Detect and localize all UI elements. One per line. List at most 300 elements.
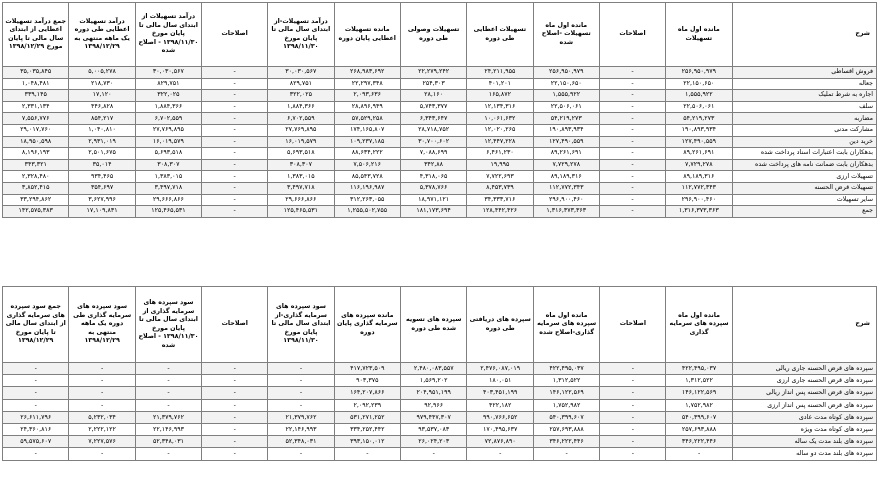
header-cell: اصلاحات: [600, 3, 666, 67]
value-cell: ۴۱۷,۷۲۳,۵۰۹: [334, 363, 400, 375]
table-row: [3, 423, 877, 435]
value-cell: -: [3, 448, 69, 460]
value-cell: ۱۷۰,۴۹۵,۶۳۷: [467, 423, 533, 435]
value-cell: -: [135, 387, 201, 399]
table-row: [3, 67, 877, 79]
value-cell: -: [268, 387, 334, 399]
value-cell: ۹۰۳,۳۷۵: [334, 375, 400, 387]
value-cell: ۳۳۴,۲۵۲,۴۴۲: [334, 423, 400, 435]
value-cell: ۵۴۰,۳۹۹,۶۰۷: [533, 411, 599, 423]
value-cell: ۲۱,۳۷۹,۷۶۲: [268, 411, 334, 423]
value-cell: ۲۵۴,۳۰۳: [400, 78, 466, 90]
value-cell: ۲۵۶,۹۵۰,۹۷۹: [533, 67, 599, 79]
value-cell: -: [135, 363, 201, 375]
row-label: بدهکاران بابت اعتبارات اسناد پرداخت شده: [732, 148, 876, 160]
value-cell: ۳۱۲,۲۶۳,۰۵۵: [334, 194, 400, 206]
value-cell: ۱,۲۵۵,۵۰۲,۷۵۵: [334, 206, 400, 218]
value-cell: ۲۲,۱۵۰,۶۵۰: [533, 78, 599, 90]
value-cell: ۱,۷۵۲,۹۸۲: [666, 399, 732, 411]
value-cell: ۳,۶۲۷,۹۹۶: [69, 194, 135, 206]
value-cell: ۲۲,۲۷۹,۲۴۲: [400, 67, 466, 79]
value-cell: -: [202, 159, 268, 171]
value-cell: ۱۹۰,۸۹۳,۹۳۴: [666, 124, 732, 136]
value-cell: ۱۱۲,۷۷۲,۳۴۳: [533, 182, 599, 194]
value-cell: ۸,۴۵۳,۷۳۹: [467, 182, 533, 194]
value-cell: ۱۲۸,۴۴۲,۴۲۶: [467, 206, 533, 218]
value-cell: ۳,۸۵۲,۴۱۵: [3, 182, 69, 194]
value-cell: -: [202, 101, 268, 113]
value-cell: ۱۷,۱۰۹,۸۳۱: [69, 206, 135, 218]
value-cell: ۱,۵۵۵,۹۲۲: [533, 90, 599, 102]
value-cell: ۴۰۱,۲۰۱: [467, 78, 533, 90]
header-cell: مانده اول ماه سپرده های سرمایه گذاری: [666, 287, 732, 363]
value-cell: ۱,۸۸۴,۳۶۶: [135, 101, 201, 113]
value-cell: -: [202, 363, 268, 375]
table-row: [3, 148, 877, 160]
value-cell: ۶,۷۰۲,۵۵۹: [268, 113, 334, 125]
header-cell: سپرده های تسویه شده طی دوره: [401, 287, 467, 363]
row-label: جمع: [732, 206, 876, 218]
value-cell: ۳۰,۰۳۰,۵۶۷: [268, 67, 334, 79]
value-cell: -: [202, 194, 268, 206]
value-cell: ۳۵,۰۳۵,۸۴۵: [3, 67, 69, 79]
value-cell: ۲۹,۶۶۶,۸۶۶: [135, 194, 201, 206]
value-cell: ۲۴,۳۶۰,۸۱۶: [3, 423, 69, 435]
value-cell: ۱,۰۴۰,۸۱۰: [69, 124, 135, 136]
header-cell: اصلاحات: [202, 287, 268, 363]
value-cell: ۷,۰۸۸,۶۹۹: [400, 148, 466, 160]
header-cell: تسهیلات وصولی طی دوره: [400, 3, 466, 67]
value-cell: ۲,۰۹۳,۶۳۶: [334, 90, 400, 102]
value-cell: -: [600, 182, 666, 194]
value-cell: ۳۵,۰۱۴: [69, 159, 135, 171]
value-cell: ۹۹۰,۷۶۶,۶۵۲: [467, 411, 533, 423]
table-row: [3, 206, 877, 218]
value-cell: ۲۹,۶۶۶,۸۶۶: [268, 194, 334, 206]
value-cell: ۱,۵۶۹,۲۰۲: [401, 375, 467, 387]
row-label: سپرده های کوتاه مدت عادی: [732, 411, 876, 423]
table-row: [3, 448, 877, 460]
value-cell: ۱۰۹,۲۳۷,۱۸۵: [334, 136, 400, 148]
value-cell: ۵۷,۵۲۹,۲۵۸: [334, 113, 400, 125]
value-cell: ۸۵,۵۴۳,۷۲۸: [334, 171, 400, 183]
value-cell: -: [600, 448, 666, 460]
value-cell: ۲۱۸,۷۳۰: [69, 78, 135, 90]
deposits-body: [3, 363, 877, 461]
row-label: سلف: [732, 101, 876, 113]
row-label: سپرده های کوتاه مدت ویژه: [732, 423, 876, 435]
value-cell: -: [69, 387, 135, 399]
row-label: مضاربه: [732, 113, 876, 125]
value-cell: -: [268, 375, 334, 387]
value-cell: ۳,۴۹۷,۷۱۸: [135, 182, 201, 194]
table-row: [3, 182, 877, 194]
value-cell: ۱۴۶,۱۲۲,۵۶۹: [533, 387, 599, 399]
value-cell: -: [600, 90, 666, 102]
value-cell: ۲۸,۷۱۸,۷۵۲: [400, 124, 466, 136]
value-cell: -: [600, 113, 666, 125]
value-cell: ۳۴,۳۳۳,۷۱۶: [467, 194, 533, 206]
value-cell: ۲,۲۲۲,۱۲۲: [69, 423, 135, 435]
value-cell: ۲۹,۰۱۷,۷۶۰: [3, 124, 69, 136]
header-cell: درآمد تسهیلات از ابتدای سال مالی تا پایان مورخ ۱۳۹۸/۱۱/۳۰ - اصلاح شده: [135, 3, 201, 67]
value-cell: ۴,۳۱۸,۰۶۵: [400, 171, 466, 183]
value-cell: -: [202, 182, 268, 194]
value-cell: -: [202, 136, 268, 148]
value-cell: -: [69, 375, 135, 387]
value-cell: ۱۲,۱۳۴,۳۱۶: [467, 101, 533, 113]
value-cell: ۲,۳۳۱,۱۳۴: [3, 101, 69, 113]
row-label: سپرده های قرض الحسنه جاری ریالی: [732, 363, 876, 375]
value-cell: ۱۲,۴۴۷,۲۲۸: [467, 136, 533, 148]
value-cell: -: [600, 206, 666, 218]
value-cell: ۱۲۷,۴۹۰,۵۵۹: [666, 136, 732, 148]
value-cell: ۹۲,۹۶۶: [401, 399, 467, 411]
value-cell: ۲۶,۰۲۴,۲۰۳: [401, 436, 467, 448]
value-cell: ۲,۹۳۱,۰۱۹: [69, 136, 135, 148]
header-cell: تسهیلات اعطایی طی دوره: [467, 3, 533, 67]
header-cell: سود سپرده های سرمایه گذاری طی دوره یک ماهه منتهی به ۱۳۹۸/۱۲/۲۹: [69, 287, 135, 363]
value-cell: ۸۹,۱۸۹,۳۱۶: [533, 171, 599, 183]
value-cell: -: [135, 399, 201, 411]
value-cell: ۷,۷۲۲,۶۹۳: [467, 171, 533, 183]
deposits-table: [2, 286, 877, 461]
header-cell: شرح: [732, 3, 876, 67]
value-cell: -: [268, 399, 334, 411]
value-cell: -: [600, 136, 666, 148]
value-cell: ۲,۰۹۲,۲۳۹: [334, 399, 400, 411]
value-cell: ۲۵۶,۹۵۰,۹۷۹: [666, 67, 732, 79]
value-cell: ۲۲,۵۰۶,۰۶۱: [666, 101, 732, 113]
value-cell: ۲,۴۸۰,۰۸۳,۵۵۷: [401, 363, 467, 375]
value-cell: ۱,۳۱۲,۵۲۲: [533, 375, 599, 387]
value-cell: -: [600, 363, 666, 375]
value-cell: ۱۶,۰۱۹,۵۷۹: [135, 136, 201, 148]
value-cell: ۵۴,۲۱۹,۲۷۳: [533, 113, 599, 125]
row-label: سپرده های بلند مدت یک ساله: [732, 436, 876, 448]
value-cell: ۱,۷۵۲,۹۸۲: [533, 399, 599, 411]
value-cell: ۷,۷۲۹,۲۷۸: [666, 159, 732, 171]
table-row: [3, 101, 877, 113]
value-cell: ۸۲۹,۷۵۱: [268, 78, 334, 90]
value-cell: ۴۰۳,۴۵۱,۱۹۹: [467, 387, 533, 399]
header-cell: درآمد تسهیلات-از ابتدای سال مالی تا پایان مورخ ۱۳۹۸/۱۱/۳۰: [268, 3, 334, 67]
value-cell: ۱۲۵,۴۶۵,۵۳۱: [135, 206, 201, 218]
value-cell: ۱,۵۵۵,۹۲۲: [666, 90, 732, 102]
header-cell: سپرده های دریافتی طی دوره: [467, 287, 533, 363]
value-cell: ۷۲,۸۷۶,۸۹۰: [467, 436, 533, 448]
value-cell: ۱۴۶,۱۲۲,۵۶۹: [666, 387, 732, 399]
value-cell: -: [202, 90, 268, 102]
value-cell: ۲۲,۵۰۶,۰۶۱: [533, 101, 599, 113]
value-cell: ۵,۰۰۵,۲۷۸: [69, 67, 135, 79]
value-cell: ۷,۵۵۶,۷۷۶: [3, 113, 69, 125]
value-cell: ۲۸,۱۶۰: [400, 90, 466, 102]
value-cell: -: [600, 101, 666, 113]
value-cell: -: [600, 411, 666, 423]
facilities-header-row: [3, 3, 877, 67]
table-row: [3, 124, 877, 136]
value-cell: ۲۲,۱۴۶,۹۹۳: [268, 423, 334, 435]
value-cell: ۳۴۲,۸۸: [400, 159, 466, 171]
value-cell: ۱۸۰,۰۵۱: [467, 375, 533, 387]
value-cell: -: [202, 375, 268, 387]
table-row: [3, 363, 877, 375]
value-cell: -: [202, 67, 268, 79]
value-cell: ۱,۳۱۶,۳۷۳,۳۶۳: [533, 206, 599, 218]
value-cell: ۲۱,۳۷۹,۷۶۲: [135, 411, 201, 423]
value-cell: ۸۹,۱۸۹,۳۱۶: [666, 171, 732, 183]
value-cell: -: [467, 448, 533, 460]
value-cell: ۲۲,۲۹۷,۳۴۸: [334, 78, 400, 90]
value-cell: -: [202, 124, 268, 136]
value-cell: ۷,۵۰۶,۲۱۶: [334, 159, 400, 171]
row-label: سپرده های قرض الحسنه پس انداز ارزی: [732, 399, 876, 411]
header-cell: سود سپرده های سرمایه گذاری-از ابتدای سال مالی تا پایان مورخ ۱۳۹۸/۱۱/۳۰: [268, 287, 334, 363]
value-cell: -: [600, 375, 666, 387]
value-cell: ۵۳۱,۲۷۱,۲۵۲: [334, 411, 400, 423]
table-row: [3, 78, 877, 90]
value-cell: ۲۴,۲۱۱,۹۵۵: [467, 67, 533, 79]
value-cell: ۵,۶۹۳,۵۱۸: [135, 148, 201, 160]
value-cell: ۱۲۷,۴۹۰,۵۵۹: [533, 136, 599, 148]
value-cell: ۱۴۲,۵۷۵,۳۸۳: [3, 206, 69, 218]
value-cell: ۳۲۲,۰۲۵: [135, 90, 201, 102]
value-cell: -: [202, 113, 268, 125]
value-cell: ۷,۷۲۹,۲۷۸: [533, 159, 599, 171]
value-cell: ۸۸,۶۳۴,۲۲۲: [334, 148, 400, 160]
value-cell: -: [268, 363, 334, 375]
table-row: [3, 159, 877, 171]
value-cell: ۱۷,۱۲۰: [69, 90, 135, 102]
value-cell: -: [3, 399, 69, 411]
row-label: سپرده های قرض الحسنه جاری ارزی: [732, 375, 876, 387]
value-cell: ۴۲۲,۱۸۲: [467, 399, 533, 411]
row-label: فروش اقساطی: [732, 67, 876, 79]
value-cell: ۱۱۶,۱۹۶,۹۸۷: [334, 182, 400, 194]
value-cell: -: [3, 387, 69, 399]
value-cell: -: [202, 411, 268, 423]
value-cell: ۱۷۴,۱۶۵,۸۰۷: [334, 124, 400, 136]
header-cell: سود سپرده های سرمایه گذاری از ابتدای سال مالی تا پایان مورخ ۱۳۹۸/۱۱/۳۰ - اصلاح شده: [135, 287, 201, 363]
value-cell: -: [600, 67, 666, 79]
value-cell: ۲۹۶,۹۰۰,۴۶۰: [666, 194, 732, 206]
value-cell: -: [401, 448, 467, 460]
value-cell: ۵,۳۷۸,۷۶۶: [400, 182, 466, 194]
value-cell: -: [600, 387, 666, 399]
table-row: [3, 136, 877, 148]
value-cell: ۲۰۴,۹۵۱,۱۹۹: [401, 387, 467, 399]
value-cell: ۱۱۲,۷۷۲,۳۴۳: [666, 182, 732, 194]
value-cell: ۱,۳۸۳,۰۱۵: [135, 171, 201, 183]
value-cell: ۱,۳۱۶,۳۷۳,۳۶۳: [666, 206, 732, 218]
value-cell: ۱,۸۸۴,۳۶۶: [268, 101, 334, 113]
header-cell: مانده تسهیلات اعطایی پایان دوره: [334, 3, 400, 67]
value-cell: -: [135, 448, 201, 460]
value-cell: ۲,۴۷۶,۰۸۷,۰۱۹: [467, 363, 533, 375]
value-cell: -: [69, 448, 135, 460]
value-cell: ۱,۳۸۳,۰۱۵: [268, 171, 334, 183]
row-label: خرید دین: [732, 136, 876, 148]
value-cell: ۳۰۸,۳۰۷: [268, 159, 334, 171]
value-cell: -: [533, 448, 599, 460]
table-row: [3, 399, 877, 411]
value-cell: ۱۸,۹۷۱,۱۲۱: [400, 194, 466, 206]
value-cell: ۶,۴۶۱,۲۳۰: [467, 148, 533, 160]
value-cell: ۳۴۶,۲۲۲,۴۴۶: [533, 436, 599, 448]
deposits-header-row: [3, 287, 877, 363]
header-cell: مانده اول ماه تسهیلات: [666, 3, 732, 67]
value-cell: -: [202, 399, 268, 411]
value-cell: ۱۹۰,۸۹۳,۹۳۴: [533, 124, 599, 136]
value-cell: ۱۰,۰۶۱,۶۳۲: [467, 113, 533, 125]
value-cell: ۲۵۷,۶۹۳,۸۸۸: [533, 423, 599, 435]
value-cell: -: [600, 194, 666, 206]
table-row: [3, 387, 877, 399]
value-cell: ۲,۳۲۸,۴۸۰: [3, 171, 69, 183]
facilities-body: [3, 67, 877, 218]
table-row: [3, 90, 877, 102]
row-label: جعاله: [732, 78, 876, 90]
header-cell: درآمد تسهیلات اعطایی طی دوره یک ماهه منتهی به ۱۳۹۸/۱۲/۲۹: [69, 3, 135, 67]
value-cell: -: [202, 148, 268, 160]
value-cell: -: [666, 448, 732, 460]
value-cell: ۱۸۱,۱۷۳,۶۹۴: [400, 206, 466, 218]
value-cell: -: [202, 206, 268, 218]
value-cell: -: [600, 78, 666, 90]
value-cell: ۲۷,۷۶۹,۸۹۵: [135, 124, 201, 136]
facilities-table: [2, 2, 877, 218]
value-cell: ۸۹,۲۶۱,۶۹۱: [533, 148, 599, 160]
value-cell: ۴۲۲,۴۹۵,۰۳۷: [533, 363, 599, 375]
value-cell: ۵۲,۳۴۸,۰۳۱: [135, 436, 201, 448]
value-cell: ۳۳,۲۹۴,۸۶۲: [3, 194, 69, 206]
value-cell: ۳,۴۹۷,۷۱۸: [268, 182, 334, 194]
row-label: سایر تسهیلات: [732, 194, 876, 206]
row-label: مشارکت مدنی: [732, 124, 876, 136]
value-cell: ۲۹۶,۹۰۰,۴۶۰: [533, 194, 599, 206]
table-row: [3, 436, 877, 448]
value-cell: ۶,۳۴۳,۶۴۷: [400, 113, 466, 125]
value-cell: ۳۴۶,۲۲۲,۴۴۶: [666, 436, 732, 448]
value-cell: -: [202, 436, 268, 448]
value-cell: ۷,۲۲۷,۵۷۶: [69, 436, 135, 448]
value-cell: -: [3, 375, 69, 387]
value-cell: ۳۰,۰۳۰,۵۶۷: [135, 67, 201, 79]
value-cell: -: [334, 448, 400, 460]
value-cell: ۶,۷۰۲,۵۵۹: [135, 113, 201, 125]
value-cell: ۳۳۹,۱۴۵: [3, 90, 69, 102]
value-cell: ۲۲,۱۴۶,۹۹۳: [135, 423, 201, 435]
table-row: [3, 194, 877, 206]
value-cell: ۵۴۰,۳۹۹,۶۰۷: [666, 411, 732, 423]
header-cell: مانده سپرده های سرمایه گذاری پایان دوره: [334, 287, 400, 363]
value-cell: ۲۷,۷۶۹,۸۹۵: [268, 124, 334, 136]
header-cell: جمع سود سپرده های سرمایه گذاری از ابتدای سال مالی تا پایان مورخ ۱۳۹۸/۱۲/۲۹: [3, 287, 69, 363]
value-cell: ۲۸,۸۹۶,۹۴۹: [334, 101, 400, 113]
value-cell: ۹۳۴,۴۶۵: [69, 171, 135, 183]
header-cell: اصلاحات: [600, 287, 666, 363]
value-cell: -: [135, 375, 201, 387]
value-cell: ۲۲,۱۵۰,۶۵۰: [666, 78, 732, 90]
value-cell: -: [202, 448, 268, 460]
value-cell: -: [69, 363, 135, 375]
value-cell: -: [69, 399, 135, 411]
row-label: اجاره به شرط تملیک: [732, 90, 876, 102]
row-label: بدهکاران بابت ضمانت نامه های پرداخت شده: [732, 159, 876, 171]
value-cell: ۴۲۲,۴۹۵,۰۳۷: [666, 363, 732, 375]
value-cell: -: [600, 436, 666, 448]
value-cell: ۳۴۳,۳۲۱: [3, 159, 69, 171]
value-cell: -: [600, 423, 666, 435]
value-cell: -: [600, 124, 666, 136]
value-cell: ۵۴,۲۱۹,۲۷۳: [666, 113, 732, 125]
value-cell: -: [268, 448, 334, 460]
value-cell: ۳۲۲,۰۲۵: [268, 90, 334, 102]
value-cell: ۵۲,۳۴۸,۰۳۱: [268, 436, 334, 448]
header-cell: جمع درآمد تسهیلات اعطایی از ابتدای سال مالی تا پایان مورخ ۱۳۹۸/۱۲/۲۹: [3, 3, 69, 67]
row-label: سپرده های بلند مدت دو ساله: [732, 448, 876, 460]
value-cell: ۴۴۶,۸۲۸: [69, 101, 135, 113]
value-cell: -: [600, 171, 666, 183]
value-cell: ۳۰,۷۰۰,۶۰۲: [400, 136, 466, 148]
value-cell: ۹۳,۵۳۷,۰۸۳: [401, 423, 467, 435]
value-cell: ۲۶۸,۹۸۳,۶۹۲: [334, 67, 400, 79]
value-cell: ۱,۰۴۸,۴۸۱: [3, 78, 69, 90]
header-cell: شرح: [732, 287, 876, 363]
value-cell: -: [600, 148, 666, 160]
table-row: [3, 375, 877, 387]
value-cell: ۲۶,۶۱۱,۷۹۶: [3, 411, 69, 423]
value-cell: ۱۹,۹۹۵: [467, 159, 533, 171]
value-cell: ۱,۳۱۲,۵۲۲: [666, 375, 732, 387]
value-cell: ۸۲۹,۷۵۱: [135, 78, 201, 90]
value-cell: ۸۵۴,۲۱۷: [69, 113, 135, 125]
value-cell: ۵,۶۹۳,۵۱۸: [268, 148, 334, 160]
table-row: [3, 171, 877, 183]
value-cell: ۱۲۵,۴۶۵,۵۳۱: [268, 206, 334, 218]
row-label: تسهیلات قرض الحسنه: [732, 182, 876, 194]
value-cell: -: [202, 171, 268, 183]
table-row: [3, 411, 877, 423]
value-cell: ۸۹,۲۶۱,۶۹۱: [666, 148, 732, 160]
header-cell: مانده اول ماه تسهیلات -اصلاح شده: [533, 3, 599, 67]
header-cell: اصلاحات: [202, 3, 268, 67]
value-cell: ۵,۲۳۲,۰۳۴: [69, 411, 135, 423]
value-cell: ۳۵۴,۶۹۷: [69, 182, 135, 194]
value-cell: -: [202, 423, 268, 435]
value-cell: ۲,۵۰۱,۶۷۵: [69, 148, 135, 160]
value-cell: ۱۲,۰۲۰,۲۶۵: [467, 124, 533, 136]
header-cell: مانده اول ماه سپرده های سرمایه گذاری-اصلاح شده: [533, 287, 599, 363]
row-label: تسهیلات ارزی: [732, 171, 876, 183]
value-cell: -: [600, 399, 666, 411]
table-row: [3, 113, 877, 125]
value-cell: ۵,۷۴۳,۳۷۷: [400, 101, 466, 113]
value-cell: -: [202, 78, 268, 90]
value-cell: ۱۶۵,۸۷۲: [467, 90, 533, 102]
value-cell: -: [600, 159, 666, 171]
value-cell: ۱۸,۹۵۰,۵۹۸: [3, 136, 69, 148]
value-cell: -: [202, 387, 268, 399]
value-cell: ۱۶۴,۲۰۷,۸۶۶: [334, 387, 400, 399]
value-cell: ۵۹,۵۷۵,۶۰۷: [3, 436, 69, 448]
value-cell: ۱۶,۰۱۹,۵۷۹: [268, 136, 334, 148]
value-cell: ۳۰۸,۳۰۷: [135, 159, 201, 171]
value-cell: ۳۹۳,۱۵۰,۰۱۲: [334, 436, 400, 448]
value-cell: ۲۵۷,۶۹۳,۸۸۸: [666, 423, 732, 435]
value-cell: ۸,۱۹۶,۱۹۳: [3, 148, 69, 160]
